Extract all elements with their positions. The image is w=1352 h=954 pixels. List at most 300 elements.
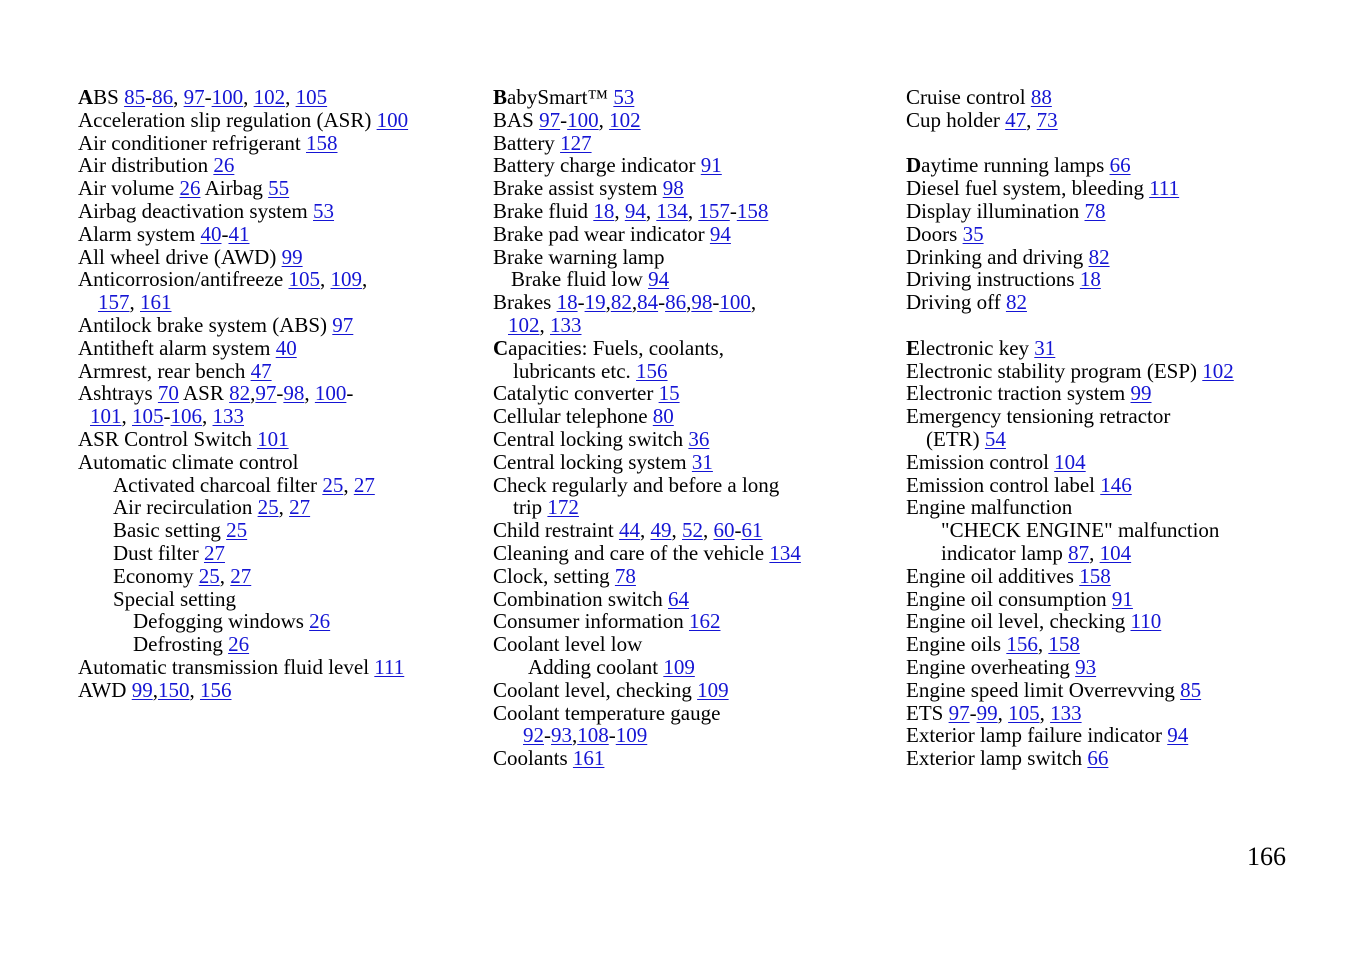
entry-text: - <box>276 381 284 406</box>
index-entry <box>78 291 478 314</box>
entry-text: ASR <box>178 381 230 406</box>
entry-text: , <box>250 381 256 406</box>
page-link[interactable]: 102 <box>609 107 641 132</box>
page-link[interactable]: 91 <box>700 153 722 178</box>
page-link[interactable]: 49 <box>650 518 672 543</box>
page-link[interactable]: 133 <box>550 312 582 337</box>
page-link[interactable]: 64 <box>668 586 689 611</box>
page-link[interactable]: 78 <box>614 563 636 588</box>
page-link[interactable]: 66 <box>1109 153 1131 178</box>
page-link[interactable]: 85 <box>1180 677 1202 702</box>
index-entry <box>493 724 893 747</box>
page-link[interactable]: 102 <box>508 312 540 337</box>
index-column-2 <box>493 86 893 770</box>
entry-text: Coolant level low <box>493 632 643 657</box>
entry-text: Check regularly and before a long <box>493 472 780 497</box>
index-entry <box>493 656 893 679</box>
index-entry <box>493 109 893 132</box>
entry-text: Automatic transmission fluid level <box>78 654 375 679</box>
page-link[interactable]: 104 <box>1054 449 1086 474</box>
index-entry <box>78 679 478 702</box>
entry-text: Consumer information <box>493 609 689 634</box>
page-link[interactable]: 82 <box>229 381 251 406</box>
page-link[interactable]: 127 <box>560 130 592 155</box>
page-link[interactable]: 93 <box>1075 654 1097 679</box>
page-link[interactable]: 55 <box>268 176 290 201</box>
index-entry <box>493 337 893 360</box>
index-entry <box>906 633 1336 656</box>
entry-text: , <box>343 472 354 497</box>
page-link[interactable]: 47 <box>250 358 272 383</box>
page-link[interactable]: 97 <box>183 85 205 109</box>
entry-text: aytime running lamps <box>921 153 1110 178</box>
index-entry <box>493 474 893 497</box>
page-link[interactable]: 15 <box>658 381 680 406</box>
page-link[interactable]: 26 <box>309 609 331 634</box>
page-link[interactable]: 47 <box>1005 107 1027 132</box>
index-column-1 <box>78 86 478 702</box>
entry-text: Ashtrays <box>78 381 158 406</box>
index-entry <box>906 109 1336 132</box>
entry-text: , <box>219 563 231 588</box>
index-entry <box>78 268 478 291</box>
page-link[interactable]: 82 <box>1088 244 1110 269</box>
page-link[interactable]: 27 <box>353 472 375 497</box>
index-entry <box>78 451 478 474</box>
index-entry <box>906 724 1336 747</box>
entry-text: lubricants etc. <box>513 358 637 383</box>
page-link[interactable]: 26 <box>179 176 201 201</box>
page-link[interactable]: 100 <box>719 290 751 315</box>
page-link[interactable]: 98 <box>283 381 305 406</box>
index-entry <box>906 246 1336 269</box>
entry-text: Cruise control <box>906 85 1031 109</box>
entry-text: , <box>686 290 692 315</box>
entry-text: - <box>712 290 720 315</box>
page-link[interactable]: 26 <box>213 153 235 178</box>
entry-text: Electronic stability program (ESP) <box>906 358 1203 383</box>
page-link[interactable]: 78 <box>1084 198 1106 223</box>
index-entry <box>906 177 1336 200</box>
page-link[interactable]: 25 <box>257 495 279 520</box>
entry-text: Exterior lamp switch <box>906 746 1088 771</box>
page-link[interactable]: 134 <box>769 540 801 565</box>
page-link[interactable]: 134 <box>656 198 688 223</box>
index-entry <box>906 154 1336 177</box>
entry-text: , <box>671 518 682 543</box>
section-initial: C <box>493 335 509 360</box>
section-initial: E <box>906 335 921 360</box>
index-entry <box>906 405 1336 428</box>
entry-text: Engine oil additives <box>906 563 1080 588</box>
entry-text: Defogging windows <box>133 609 310 634</box>
entry-text: - <box>145 85 153 109</box>
page-link[interactable]: 100 <box>567 107 599 132</box>
page-link[interactable]: 18 <box>1079 267 1101 292</box>
entry-text: Brake assist system <box>493 176 663 201</box>
page-link[interactable]: 93 <box>551 723 572 748</box>
index-entry <box>493 200 893 223</box>
page-link[interactable]: 161 <box>140 290 172 315</box>
entry-text: Catalytic converter <box>493 381 659 406</box>
entry-text: Special setting <box>113 586 237 611</box>
entry-text: , <box>243 85 254 109</box>
entry-text: Driving off <box>906 290 1006 315</box>
entry-text: Brakes <box>493 290 557 315</box>
entry-text: Antitheft alarm system <box>78 335 276 360</box>
index-entry <box>493 610 893 633</box>
entry-text: Exterior lamp failure indicator <box>906 723 1168 748</box>
index-entry <box>906 565 1336 588</box>
page-link[interactable]: 82 <box>1005 290 1027 315</box>
index-entry <box>906 679 1336 702</box>
page-link[interactable]: 25 <box>226 518 248 543</box>
index-entry <box>493 154 893 177</box>
index-entry <box>78 177 478 200</box>
page-link[interactable]: 99 <box>281 244 303 269</box>
page-link[interactable]: 35 <box>962 221 984 246</box>
index-entry <box>78 382 478 405</box>
page-link[interactable]: 157 <box>698 198 730 223</box>
entry-text: Airbag <box>200 176 269 201</box>
index-entry <box>78 565 478 588</box>
entry-text: Combination switch <box>493 586 668 611</box>
entry-text: apacities: Fuels, coolants, <box>508 335 724 360</box>
index-entry <box>493 314 893 337</box>
page-link[interactable]: 100 <box>376 107 409 132</box>
entry-text: Antilock brake system (ABS) <box>78 312 333 337</box>
index-entry <box>493 588 893 611</box>
page-link[interactable]: 61 <box>741 518 763 543</box>
page-link[interactable]: 97 <box>539 107 561 132</box>
entry-text: , <box>605 290 611 315</box>
page-link[interactable]: 158 <box>1048 632 1080 657</box>
index-entry <box>493 747 893 770</box>
page-link[interactable]: 27 <box>230 563 252 588</box>
index-entry <box>78 656 478 679</box>
entry-text: , <box>639 518 651 543</box>
entry-text: - <box>608 723 616 748</box>
page-link[interactable]: 25 <box>322 472 344 497</box>
page-link[interactable]: 111 <box>1149 176 1180 201</box>
page-link[interactable]: 111 <box>374 654 405 679</box>
page-link[interactable]: 156 <box>1006 632 1038 657</box>
page-link[interactable]: 105 <box>132 404 164 429</box>
entry-text: Doors <box>906 221 963 246</box>
page-link[interactable]: 106 <box>170 404 202 429</box>
entry-text: , <box>1037 632 1049 657</box>
page-link[interactable]: 27 <box>203 540 225 565</box>
page-link[interactable]: 110 <box>1130 609 1162 634</box>
page-link[interactable]: 31 <box>1034 335 1056 360</box>
page-link[interactable]: 60 <box>713 518 735 543</box>
page-link[interactable]: 97 <box>255 381 277 406</box>
entry-text: Cellular telephone <box>493 404 653 429</box>
page-link[interactable]: 133 <box>1050 700 1082 725</box>
section-initial: B <box>493 85 508 109</box>
entry-text: Emission control label <box>906 472 1101 497</box>
index-entry <box>78 405 478 428</box>
page-link[interactable]: 86 <box>665 290 687 315</box>
index-entry <box>78 474 478 497</box>
page-link[interactable]: 27 <box>289 495 311 520</box>
index-entry <box>906 610 1336 633</box>
entry-text: abySmart™ <box>507 85 614 109</box>
entry-text: , <box>278 495 290 520</box>
entry-text: , <box>598 107 610 132</box>
page-link[interactable]: 66 <box>1087 746 1109 771</box>
page-link[interactable]: 26 <box>228 632 250 657</box>
entry-text: Engine speed limit Overrevving <box>906 677 1181 702</box>
entry-text: , <box>702 518 714 543</box>
entry-text: - <box>346 381 354 406</box>
entry-text: Airbag deactivation system <box>78 198 314 223</box>
page-link[interactable]: 84 <box>637 290 659 315</box>
entry-text: Acceleration slip regulation (ASR) <box>78 107 377 132</box>
index-entry <box>78 542 478 565</box>
index-entry <box>493 679 893 702</box>
index-entry <box>78 314 478 337</box>
entry-text: - <box>204 85 212 109</box>
page-link[interactable]: 146 <box>1100 472 1132 497</box>
page-link[interactable]: 158 <box>306 130 338 155</box>
entry-text: indicator lamp <box>941 540 1069 565</box>
page-link[interactable]: 40 <box>275 335 297 360</box>
page-link[interactable]: 157 <box>98 290 130 315</box>
page-link[interactable]: 108 <box>577 723 609 748</box>
page-link[interactable]: 105 <box>288 267 320 292</box>
page-link[interactable]: 109 <box>697 677 729 702</box>
index-entry <box>493 451 893 474</box>
entry-text: - <box>163 404 171 429</box>
entry-text: Cleaning and care of the vehicle <box>493 540 770 565</box>
index-entry <box>493 86 893 109</box>
index-entry <box>493 519 893 542</box>
entry-text: , <box>320 267 331 292</box>
entry-text: Brake fluid low <box>511 267 649 292</box>
entry-text: Brake pad wear indicator <box>493 221 710 246</box>
page-link[interactable]: 99 <box>1130 381 1152 406</box>
page-link[interactable]: 105 <box>1008 700 1040 725</box>
entry-text: - <box>544 723 551 748</box>
page-link[interactable]: 98 <box>662 176 684 201</box>
page-link[interactable]: 156 <box>199 677 232 702</box>
entry-text: Cup holder <box>906 107 1006 132</box>
index-entry <box>493 496 893 519</box>
index-entry <box>78 246 478 269</box>
index-entry <box>493 542 893 565</box>
page-link[interactable]: 36 <box>688 426 710 451</box>
index-entry <box>78 428 478 451</box>
page-link[interactable]: 97 <box>332 312 354 337</box>
page-link[interactable]: 92 <box>523 723 544 748</box>
page-link[interactable]: 91 <box>1111 586 1133 611</box>
entry-text: Drinking and driving <box>906 244 1089 269</box>
page-link[interactable]: 109 <box>663 654 695 679</box>
page-link[interactable]: 105 <box>295 85 328 109</box>
page-number: 166 <box>1247 842 1286 871</box>
entry-text: All wheel drive (AWD) <box>78 244 282 269</box>
entry-text: "CHECK ENGINE" malfunction <box>941 518 1220 543</box>
page-link[interactable]: 80 <box>652 404 674 429</box>
entry-text: Central locking switch <box>493 426 689 451</box>
page-link[interactable]: 87 <box>1068 540 1090 565</box>
page-link[interactable]: 94 <box>624 198 646 223</box>
page-link[interactable]: 70 <box>157 381 179 406</box>
entry-text: Coolant temperature gauge <box>493 700 721 725</box>
entry-text: AWD <box>78 677 132 702</box>
index-entry <box>906 496 1336 519</box>
entry-text: , <box>129 290 140 315</box>
entry-text: , <box>1026 107 1037 132</box>
page-link[interactable]: 101 <box>90 404 122 429</box>
page-link[interactable]: 54 <box>984 426 1006 451</box>
entry-text: Anticorrosion/antifreeze <box>78 267 289 292</box>
page-link[interactable]: 99 <box>976 700 998 725</box>
page-link[interactable]: 18 <box>593 198 615 223</box>
page-link[interactable]: 98 <box>691 290 713 315</box>
entry-text: Central locking system <box>493 449 692 474</box>
entry-text: , <box>152 677 158 702</box>
entry-text: , <box>1089 540 1100 565</box>
page-link[interactable]: 99 <box>131 677 153 702</box>
entry-text: BS <box>93 85 125 109</box>
page-link[interactable]: 88 <box>1030 85 1052 109</box>
entry-text: , <box>614 198 625 223</box>
entry-text: , <box>1039 700 1051 725</box>
entry-text: Activated charcoal filter <box>113 472 323 497</box>
index-entry <box>78 588 478 611</box>
page-link[interactable]: 44 <box>618 518 640 543</box>
entry-text: Battery <box>493 130 561 155</box>
entry-text: Electronic traction system <box>906 381 1131 406</box>
index-entry <box>906 428 1336 451</box>
page-link[interactable]: 102 <box>253 85 286 109</box>
index-entry <box>78 496 478 519</box>
page-link[interactable]: 18 <box>556 290 578 315</box>
entry-text: , <box>173 85 184 109</box>
index-entry <box>493 565 893 588</box>
entry-text: BAS <box>493 107 540 132</box>
entry-text: - <box>577 290 585 315</box>
page-link[interactable]: 52 <box>681 518 703 543</box>
entry-text: Coolants <box>493 746 573 771</box>
entry-text: , <box>362 267 368 292</box>
entry-text: Automatic climate control <box>78 449 299 474</box>
page-link[interactable]: 86 <box>152 85 174 109</box>
page-link[interactable]: 73 <box>1036 107 1058 132</box>
page-link[interactable]: 25 <box>198 563 220 588</box>
index-entry <box>493 291 893 314</box>
page-link[interactable]: 41 <box>228 221 250 246</box>
entry-text: , <box>750 290 757 315</box>
entry-text: - <box>729 198 737 223</box>
index-entry <box>493 702 893 725</box>
index-entry <box>493 382 893 405</box>
page-link[interactable]: 172 <box>547 495 579 520</box>
page-link[interactable]: 161 <box>572 746 605 771</box>
page-link[interactable]: 158 <box>736 198 769 223</box>
page-link[interactable]: 85 <box>124 85 146 109</box>
entry-text: , <box>645 198 657 223</box>
entry-text: Adding coolant <box>528 654 664 679</box>
entry-text: Brake fluid <box>493 198 594 223</box>
entry-text: Driving instructions <box>906 267 1080 292</box>
entry-text: Clock, setting <box>493 563 615 588</box>
page-link[interactable]: 82 <box>610 290 632 315</box>
page-link[interactable]: 162 <box>688 609 721 634</box>
page-link[interactable]: 102 <box>1202 358 1234 383</box>
entry-text: Basic setting <box>113 518 227 543</box>
entry-text: (ETR) <box>926 426 985 451</box>
page-link[interactable]: 31 <box>691 449 713 474</box>
entry-text: Air recirculation <box>113 495 258 520</box>
page-link[interactable]: 104 <box>1099 540 1132 565</box>
index-entry <box>78 610 478 633</box>
page-link[interactable]: 133 <box>212 404 244 429</box>
index-entry <box>78 86 478 109</box>
page-link[interactable]: 100 <box>211 85 244 109</box>
entry-text: Coolant level, checking <box>493 677 698 702</box>
index-entry <box>493 246 893 269</box>
entry-text: Air volume <box>78 176 180 201</box>
index-entry <box>78 109 478 132</box>
entry-text: Air conditioner refrigerant <box>78 130 306 155</box>
entry-text: Defrosting <box>133 632 229 657</box>
page-link[interactable]: 100 <box>314 381 347 406</box>
page-link[interactable]: 94 <box>648 267 670 292</box>
entry-text: Child restraint <box>493 518 619 543</box>
page-link[interactable]: 94 <box>1167 723 1189 748</box>
index-entry <box>906 360 1336 383</box>
entry-text: , <box>202 404 213 429</box>
entry-text: Battery charge indicator <box>493 153 701 178</box>
entry-text: lectronic key <box>920 335 1035 360</box>
index-entry <box>906 337 1336 360</box>
entry-text: Engine oil level, checking <box>906 609 1131 634</box>
entry-text: Engine overheating <box>906 654 1076 679</box>
page-link[interactable]: 150 <box>157 677 190 702</box>
page-link[interactable]: 40 <box>200 221 222 246</box>
page-link[interactable]: 109 <box>330 267 362 292</box>
entry-text: , <box>631 290 638 315</box>
entry-text: , <box>539 312 550 337</box>
entry-text: , <box>189 677 200 702</box>
index-entry <box>906 747 1336 770</box>
index-entry <box>493 405 893 428</box>
index-entry <box>906 588 1336 611</box>
page-link[interactable]: 158 <box>1079 563 1111 588</box>
page-link[interactable]: 19 <box>584 290 606 315</box>
entry-text: Air distribution <box>78 153 214 178</box>
page-link[interactable]: 109 <box>615 723 648 748</box>
entry-text: , <box>997 700 1009 725</box>
index-entry <box>493 177 893 200</box>
page-link[interactable]: 101 <box>257 426 289 451</box>
entry-text: - <box>734 518 742 543</box>
page-link[interactable]: 94 <box>709 221 731 246</box>
index-entry <box>78 337 478 360</box>
entry-text: Alarm system <box>78 221 201 246</box>
entry-text: - <box>221 221 229 246</box>
index-entry <box>906 451 1336 474</box>
page-link[interactable]: 97 <box>948 700 970 725</box>
page-link[interactable]: 156 <box>636 358 668 383</box>
index-entry <box>493 633 893 656</box>
page-link[interactable]: 53 <box>613 85 635 109</box>
entry-text: - <box>969 700 977 725</box>
page-link[interactable]: 53 <box>313 198 335 223</box>
